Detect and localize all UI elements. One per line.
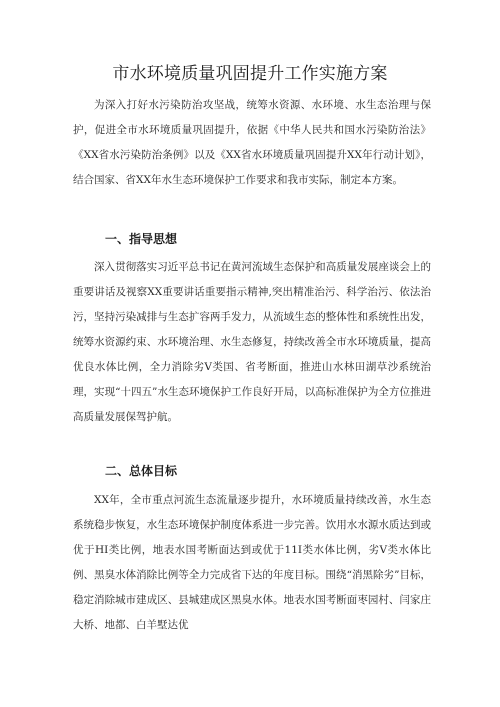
document-title: 市水环境质量巩固提升工作实施方案 [112, 64, 388, 84]
section-heading-overall-goals: 二、总体目标 [105, 464, 178, 478]
intro-paragraph: 为深入打好水污染防治攻坚战，统筹水资源、水环境、水生态治理与保护，促进全市水环境质量巩固提升，依据《中华人民共和国水污染防治法》《XX省水污染防治条例》以及《XX省水环境质量巩固提升XX年行动计划》，结合国家、省XX年水生态环境保护工作要求和我市实际，制定本方案。 [73, 99, 431, 186]
section-body-guiding-ideology: 深入贯彻落实习近平总书记在黄河流域生态保护和高质量发展座谈会上的重要讲话及视察XX重要讲话重要指示精神,突出精准治污、科学治污、依法治污，坚持污染减排与生态扩容两手发力，从流域生态的整体性和系统性出发，统筹水资源约束、水环境治理、水生态修复，持续改善全市水环境质量，提高优良水体比例，全力消除劣V类国、省考断面，推进山水林田湖草沙系统治理，实现“十四五”水生态环境保护工作良好开局，以高标准保护为全方位推进高质量发展保驾护航。 [73, 261, 431, 423]
section-body-overall-goals: XX年，全市重点河流生态流量逐步提升，水环境质量持续改善，水生态系统稳步恢复，水生态环境保护制度体系进一步完善。饮用水水源水质达到或优于HI类比例，地表水国考断面达到或优于11I类水体比例，劣V类水体比例、黑臭水体消除比例等全力完成省下达的年度目标。围绕“消黑除劣”目标，稳定消除城市建成区、县城建成区黑臭水体。地表水国考断面枣园村、闫家庄大桥、地都、白羊墅达优 [73, 494, 431, 631]
section-heading-guiding-ideology: 一、指导思想 [105, 232, 178, 246]
